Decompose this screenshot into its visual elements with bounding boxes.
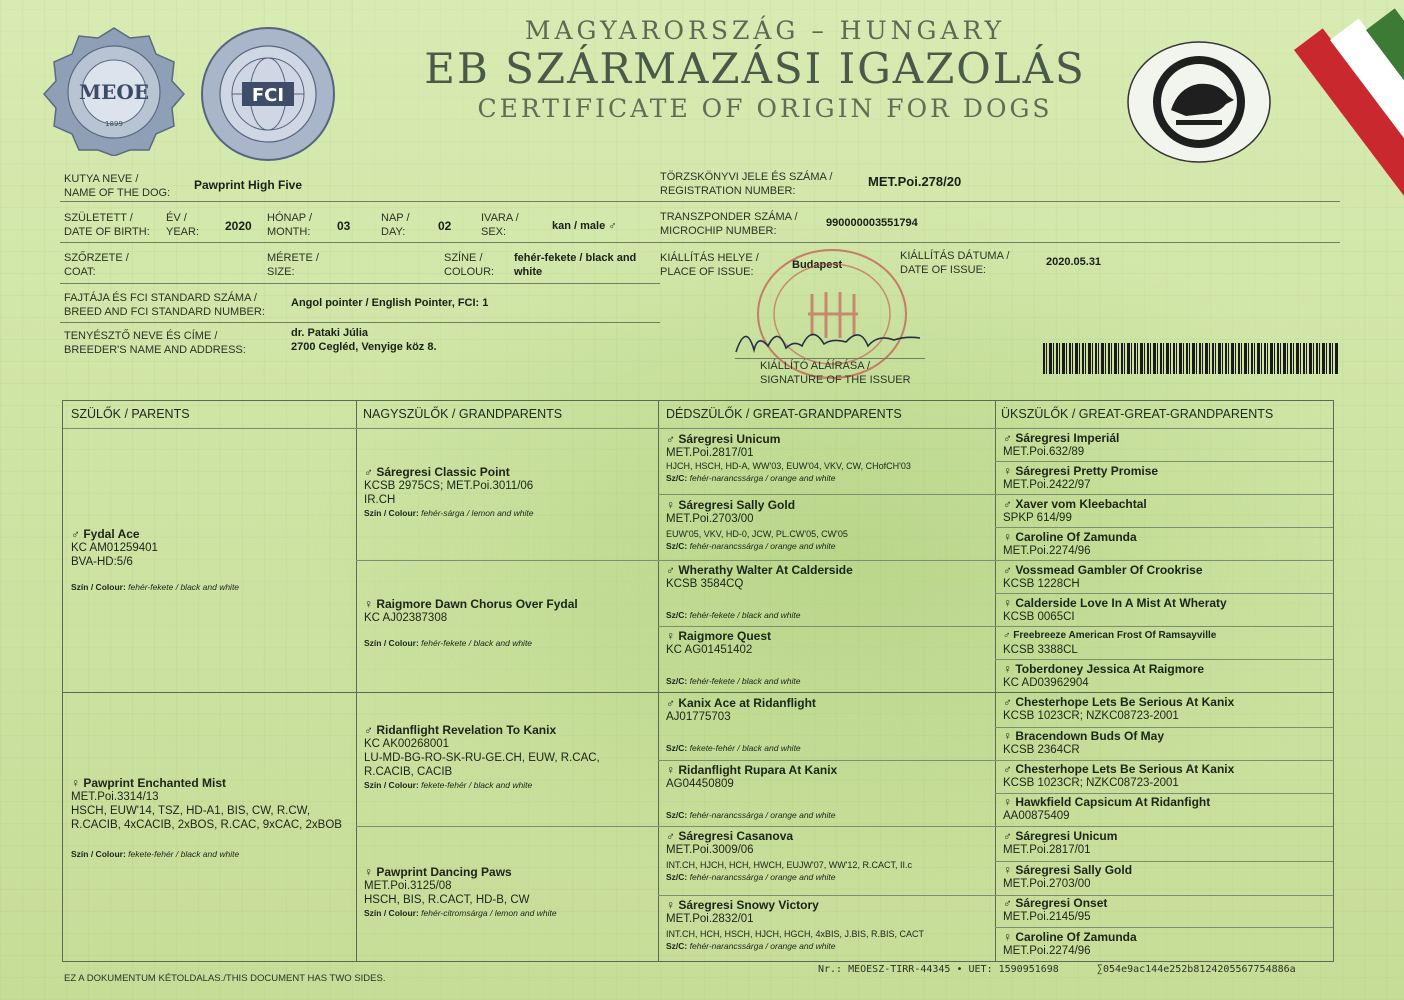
- great-great-grandparent-cell: ♀ Bracendown Buds Of May KCSB 2364CR: [1003, 729, 1165, 756]
- place-value: Budapest: [792, 259, 843, 271]
- colour-value: fehér-fekete / black and white: [514, 252, 637, 278]
- divider: [60, 283, 660, 284]
- row-divider: [995, 659, 1333, 660]
- row-divider: [995, 861, 1333, 862]
- document-hash: ∑054e9ac144e252b8124205567754886a: [1097, 964, 1296, 975]
- column-divider: [356, 401, 357, 961]
- svg-text:1899: 1899: [105, 120, 123, 128]
- registration-label: TÖRZSKÖNYVI JELE ÉS SZÁMA / REGISTRATION NUMBER:: [660, 171, 833, 197]
- registration-value: MET.Poi.278/20: [868, 174, 962, 189]
- document-title: EB SZÁRMAZÁSI IGAZOLÁS: [424, 44, 1086, 93]
- year-value: 2020: [225, 219, 252, 233]
- great-great-grandparent-cell: ♂ Sáregresi Imperiál MET.Poi.632/89: [1003, 431, 1120, 458]
- flag-ribbon: [1294, 0, 1404, 230]
- great-grandparent-cell: ♀ Sáregresi Snowy Victory MET.Poi.2832/01 INT.CH, HCH, HSCH, HJCH, HGCH, 4xBIS, J.BIS, R.BIS, CACT Sz/C: fehér-narancssárga / orange and white: [666, 898, 925, 951]
- breeder-value: dr. Pataki Júlia 2700 Cegléd, Venyige köz 8.: [291, 327, 437, 353]
- great-great-grandparent-cell: ♂ Chesterhope Lets Be Serious At Kanix KCSB 1023CR; NZKC08723-2001: [1003, 762, 1235, 789]
- great-great-grandparent-cell: ♂ Freebreeze American Frost Of Ramsayville KCSB 3388CL: [1003, 630, 1217, 656]
- dog-name-value: Pawprint High Five: [194, 178, 303, 192]
- row-divider: [995, 927, 1333, 928]
- great-great-grandparent-cell: ♀ Hawkfield Capsicum At Ridanfight AA00875409: [1003, 795, 1211, 822]
- great-great-grandparent-cell: ♀ Calderside Love In A Mist At Wheraty KCSB 0065CI: [1003, 596, 1227, 623]
- great-grandparent-cell: ♀ Raigmore Quest KC AG01451402 Sz/C: fehér-fekete / black and white: [666, 629, 801, 686]
- row-divider: [995, 527, 1333, 528]
- row-divider: [995, 593, 1333, 594]
- breeder-label: TENYÉSZTŐ NEVE ÉS CÍME / BREEDER'S NAME AND ADDRESS:: [64, 330, 246, 356]
- great-great-grandparent-cell: ♂ Chesterhope Lets Be Serious At Kanix KCSB 1023CR; NZKC08723-2001: [1003, 695, 1235, 722]
- signature-label: KIÁLLÍTÓ ALÁÍRÁSA / SIGNATURE OF THE ISSUER: [760, 360, 911, 386]
- dam-cell: ♀ Pawprint Enchanted Mist MET.Poi.3314/13 HSCH, EUW'14, TSZ, HD-A1, BIS, CW, R.CW, R.CACIB, 4xCACIB, 2xBOS, R.CAC, 9xCAC, 2xBOB Szín / Colour: fekete-fehér / black and white: [71, 776, 342, 859]
- month-value: 03: [337, 219, 351, 233]
- great-great-grandparent-cell: ♂ Sáregresi Onset MET.Poi.2145/95: [1003, 896, 1108, 923]
- pedigree-table: [62, 400, 1334, 962]
- year-label: ÉV / YEAR:: [166, 212, 200, 238]
- barcode: [1043, 343, 1338, 374]
- colour-label: SZÍNE / COLOUR:: [444, 252, 495, 278]
- month-label: HÓNAP / MONTH:: [267, 212, 313, 238]
- document-subtitle: CERTIFICATE OF ORIGIN FOR DOGS: [477, 94, 1053, 123]
- great-great-grandparent-cell: ♀ Caroline Of Zamunda MET.Poi.2274/96: [1003, 530, 1137, 557]
- sire-cell: ♂ Fydal Ace KC AM01259401 BVA-HD:5/6 Szín / Colour: fehér-fekete / black and white: [71, 527, 240, 592]
- dog-name-label: KUTYA NEVE / NAME OF THE DOG:: [64, 173, 171, 199]
- two-sides-note: EZ A DOKUMENTUM KÉTOLDALAS./THIS DOCUMENT HAS TWO SIDES.: [64, 973, 386, 984]
- day-label: NAP / DAY:: [381, 212, 410, 238]
- great-great-grandparent-cell: ♂ Xaver vom Kleebachtal SPKP 614/99: [1003, 497, 1147, 524]
- great-grandparent-cell: ♂ Sáregresi Casanova MET.Poi.3009/06 INT.CH, HJCH, HCH, HWCH, EUJW'07, WW'12, R.CACT, II.c Sz/C: fehér-narancssárga / orange and white: [666, 829, 912, 882]
- day-value: 02: [438, 219, 452, 233]
- header-great: DÉDSZÜLŐK / GREAT-GRANDPARENTS: [666, 407, 902, 421]
- date-issue-value: 2020.05.31: [1046, 256, 1102, 268]
- row-divider: [995, 727, 1333, 728]
- pointer-club-logo: [1126, 40, 1272, 164]
- meoe-logo: [34, 26, 194, 156]
- divider: [60, 242, 1340, 243]
- grandparent-cell: ♂ Sáregresi Classic Point KCSB 2975CS; MET.Poi.3011/06 IR.CH Szín / Colour: fehér-sárga / lemon and white: [364, 465, 534, 518]
- great-great-grandparent-cell: ♀ Caroline Of Zamunda MET.Poi.2274/96: [1003, 930, 1137, 957]
- serial-number: Nr.: MEOESZ-TIRR-44345 • UET: 1590951698: [818, 964, 1059, 975]
- great-great-grandparent-cell: ♀ Toberdoney Jessica At Raigmore KC AD03962904: [1003, 662, 1205, 689]
- great-grandparent-cell: ♂ Kanix Ace at Ridanflight AJ01775703 Sz/C: fekete-fehér / black and white: [666, 696, 816, 753]
- row-divider: [995, 793, 1333, 794]
- great-great-grandparent-cell: ♂ Sáregresi Unicum MET.Poi.2817/01: [1003, 829, 1118, 856]
- great-great-grandparent-cell: ♀ Sáregresi Pretty Promise MET.Poi.2422/97: [1003, 464, 1159, 491]
- grandparent-cell: ♀ Pawprint Dancing Paws MET.Poi.3125/08 HSCH, BIS, R.CACT, HD-B, CW Szín / Colour: fehér-citromsárga / lemon and white: [364, 865, 557, 918]
- country-title: MAGYARORSZÁG – HUNGARY: [524, 16, 1006, 45]
- row-divider: [356, 560, 1333, 561]
- great-grandparent-cell: ♂ Sáregresi Unicum MET.Poi.2817/01 HJCH, HSCH, HD-A, WW'03, EUW'04, VKV, CW, CHofCH'03 Sz/C: fehér-narancssárga / orange and white: [666, 432, 911, 483]
- row-divider: [63, 692, 1333, 693]
- divider: [60, 322, 660, 323]
- header-parents: SZÜLŐK / PARENTS: [71, 407, 190, 421]
- row-divider: [658, 494, 1333, 495]
- great-grandparent-cell: ♀ Sáregresi Sally Gold MET.Poi.2703/00 EUW'05, VKV, HD-0, JCW, PL.CW'05, CW'05 Sz/C: fehér-narancssárga / orange and white: [666, 498, 848, 551]
- row-divider: [356, 826, 1333, 827]
- row-divider: [658, 626, 1333, 627]
- great-grandparent-cell: ♂ Wherathy Walter At Calderside KCSB 3584CQ Sz/C: fehér-fekete / black and white: [666, 563, 853, 620]
- header-great-great: ÜKSZÜLŐK / GREAT-GREAT-GRANDPARENTS: [1001, 407, 1274, 421]
- great-great-grandparent-cell: ♀ Sáregresi Sally Gold MET.Poi.2703/00: [1003, 863, 1133, 890]
- coat-label: SZŐRZETE / COAT:: [64, 252, 129, 278]
- breed-value: Angol pointer / English Pointer, FCI: 1: [291, 297, 489, 309]
- column-divider: [658, 401, 659, 961]
- size-label: MÉRETE / SIZE:: [267, 252, 319, 278]
- great-grandparent-cell: ♀ Ridanflight Rupara At Kanix AG04450809 Sz/C: fehér-narancssárga / orange and white: [666, 763, 838, 820]
- microchip-label: TRANSZPONDER SZÁMA / MICROCHIP NUMBER:: [660, 211, 798, 237]
- divider: [60, 201, 1340, 202]
- svg-text:MEOE: MEOE: [78, 80, 150, 104]
- breed-label: FAJTÁJA ÉS FCI STANDARD SZÁMA / BREED AND FCI STANDARD NUMBER:: [64, 292, 265, 318]
- header-grandparents: NAGYSZÜLŐK / GRANDPARENTS: [363, 407, 563, 421]
- place-label: KIÁLLÍTÁS HELYE / PLACE OF ISSUE:: [660, 252, 759, 278]
- great-great-grandparent-cell: ♂ Vossmead Gambler Of Crookrise KCSB 1228CH: [1003, 563, 1203, 590]
- grandparent-cell: ♂ Ridanflight Revelation To Kanix KC AK00268001 LU-MD-BG-RO-SK-RU-GE.CH, EUW, R.CAC, R.CACIB, CACIB Szín / Colour: fekete-fehér / black and white: [364, 723, 600, 790]
- sex-label: IVARA / SEX:: [481, 212, 519, 238]
- header-rule: [63, 428, 1333, 429]
- column-divider: [995, 401, 996, 961]
- grandparent-cell: ♀ Raigmore Dawn Chorus Over Fydal KC AJ02387308 Szín / Colour: fehér-fekete / black and white: [364, 597, 578, 648]
- fci-logo: [198, 24, 338, 164]
- row-divider: [658, 760, 1333, 761]
- microchip-value: 990000003551794: [826, 217, 918, 229]
- row-divider: [995, 461, 1333, 462]
- issuer-signature: [728, 316, 928, 360]
- sex-value: kan / male ♂: [552, 220, 617, 232]
- born-label: SZÜLETETT / DATE OF BIRTH:: [64, 212, 150, 238]
- date-issue-label: KIÁLLÍTÁS DÁTUMA / DATE OF ISSUE:: [900, 250, 1010, 276]
- svg-text:FCI: FCI: [251, 85, 285, 106]
